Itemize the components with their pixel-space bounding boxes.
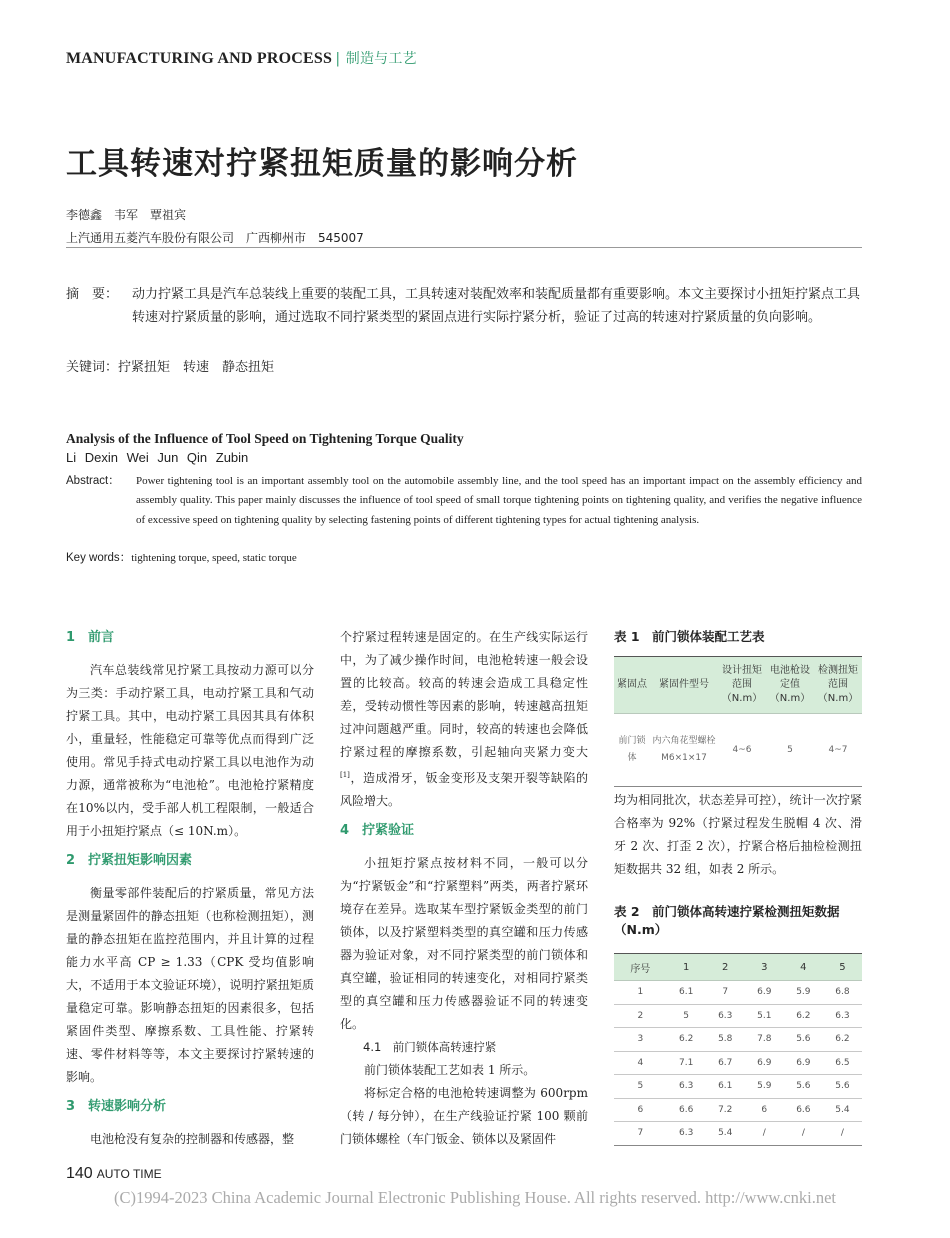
table2 [614,953,862,1146]
table-row [614,981,862,1005]
column-2 [340,626,588,1151]
en-abstract-label: Abstract： [66,475,120,487]
table-cell: 6.3 [667,1122,706,1146]
table-header-cell: 紧固件型号 [650,657,718,714]
table-cell: 5.6 [784,1028,823,1052]
table-cell: 4~7 [814,714,862,787]
paragraph: 小扭矩拧紧点按材料不同，一般可以分为“拧紧钣金”和“拧紧塑料”两类，两者拧紧环境存在差异。选取某车型拧紧钣金类型的前门锁体，以及拧紧塑料类型的真空罐和压力传感器为验证对象，对不同拧紧类型的前门锁体和真空罐，验证相同的转速变化，对相同拧紧类型的真空罐和压力传感器验证不同的转速变化。 [340,856,588,1031]
table-row [614,1004,862,1028]
table-row [614,1051,862,1075]
page-number: 140 [66,1165,93,1182]
section-heading: 2 拧紧扭矩影响因素 [66,853,193,868]
table-header-cell: 紧固点 [614,657,650,714]
authors: 李德鑫 韦军 覃祖宾 [66,208,187,222]
table-row [614,1122,862,1146]
cn-keywords [66,356,274,375]
table-cell: 4 [614,1051,667,1075]
table-cell: 6.9 [745,1051,784,1075]
table-cell: 7.2 [706,1098,745,1122]
table-cell: 6.6 [784,1098,823,1122]
page-footer [66,1165,162,1183]
en-keywords-text: tightening torque, speed, static torque [131,552,297,564]
table-header-cell: 1 [667,954,706,981]
table-cell: 5 [614,1075,667,1099]
table-cell: 5.9 [745,1075,784,1099]
section-heading: 4 拧紧验证 [340,823,415,838]
paper-title: 工具转速对拧紧扭矩质量的影响分析 [66,146,578,182]
cn-abstract-label: 摘 要： [66,287,119,302]
paragraph: 衡量零部件装配后的拧紧质量，常见方法是测量紧固件的静态扭矩（也称检测扭矩），测量的静态扭矩在监控范围内，并且计算的过程能力水平高 CP ≥ 1.33（CPK 受均值影响大，不适用于本文验证环境），说明拧紧扭矩质量稳定可靠。影响静态扭矩的因素很多，包括紧固件类型、摩擦系数、工具性能、拧紧转速、零件材料等等，本文主要探讨拧紧转速的影响。 [66,886,314,1084]
table-cell: 7.8 [745,1028,784,1052]
table-cell: 6.6 [667,1098,706,1122]
section-heading: 3 转速影响分析 [66,1099,167,1114]
subsection-heading: 4.1 前门锁体高转速拧紧 [363,1040,497,1054]
section-heading: 1 前言 [66,630,115,645]
divider [66,247,862,248]
table-cell: 6.2 [667,1028,706,1052]
en-abstract-text: Power tightening tool is an important assembly tool on the automobile assembly line, and the tool speed has an important impact on the assembly efficiency and assembly quality. This paper mainly discusses the influence of tool speed of small torque tightening points on tightening quality, and verifies the negative influence of excessive speed on tightening quality by selecting fastening points of different tightening types for actual tightening analysis. [136,475,862,526]
table2-caption: 表 2 前门锁体高转速拧紧检测扭矩数据（N.m） [614,904,840,937]
table-header-row [614,657,862,714]
table-row [614,714,862,787]
table-cell: / [784,1122,823,1146]
paragraph: 电池枪没有复杂的控制器和传感器，整 [90,1132,295,1146]
header-cn: 制造与工艺 [345,51,417,67]
table-header-cell: 2 [706,954,745,981]
table-cell: 6.9 [745,981,784,1005]
table-header-cell: 5 [823,954,862,981]
table-cell: 5.6 [823,1075,862,1099]
table-cell: 1 [614,981,667,1005]
header-en: MANUFACTURING AND PROCESS [66,50,333,67]
table-cell: / [823,1122,862,1146]
table-row [614,1075,862,1099]
en-authors: Li Dexin Wei Jun Qin Zubin [66,450,249,465]
table-cell: 5 [766,714,814,787]
paragraph: 均为相同批次，状态差异可控），统计一次拧紧合格率为 92%（拧紧过程发生脱帽 4 次、滑牙 2 次、打歪 2 次），拧紧合格后抽检检测扭矩数据共 32 组，如表 2 所示。 [614,793,862,876]
cn-keywords-text: 拧紧扭矩 转速 静态扭矩 [118,360,275,375]
table-cell: 6.7 [706,1051,745,1075]
en-keywords [66,549,297,565]
en-keywords-label: Key words： [66,552,132,564]
table-cell: 前门锁体 [614,714,650,787]
cn-keywords-label: 关键词： [66,360,119,375]
table-cell: 7 [614,1122,667,1146]
cn-abstract-text: 动力拧紧工具是汽车总装线上重要的装配工具，工具转速对装配效率和装配质量都有重要影响。本文主要探讨小扭矩拧紧点工具转速对拧紧质量的影响，通过选取不同拧紧类型的紧固点进行实际拧紧分析，验证了过高的转速对拧紧质量的负向影响。 [132,287,861,325]
table-header-cell: 设计扭矩范围（N.m） [718,657,766,714]
table-cell: 6.3 [706,1004,745,1028]
table-cell: 6.3 [823,1004,862,1028]
table1 [614,656,862,787]
paragraph [340,626,588,813]
table-cell: 6.1 [706,1075,745,1099]
table-cell: 5.4 [706,1122,745,1146]
table-cell: 2 [614,1004,667,1028]
table-header-cell: 电池枪设定值（N.m） [766,657,814,714]
journal-name: AUTO TIME [96,1167,162,1181]
running-header [66,48,417,68]
table-header-cell: 4 [784,954,823,981]
table-cell: 5.9 [784,981,823,1005]
paragraph-text: 个拧紧过程转速是固定的。在生产线实际运行中，为了减少操作时间，电池枪转速一般会设置的比较高。较高的转速会造成工具稳定性差，受转动惯性等因素的影响，转速越高扭矩过冲问题越严重。同时，较高的转速也会降低拧紧过程的摩擦系数，引起轴向夹紧力变大 [340,630,588,759]
table-cell: 6.8 [823,981,862,1005]
paragraph-text: ，造成滑牙，钣金变形及支架开裂等缺陷的风险增大。 [340,771,588,808]
table-cell: 内六角花型螺栓 M6×1×17 [650,714,718,787]
en-abstract [66,472,862,530]
copyright-line: (C)1994-2023 China Academic Journal Electronic Publishing House. All rights reserved. http://www.cnki.net [113,1188,837,1207]
table-header-cell: 序号 [614,954,667,981]
table-cell: 6 [614,1098,667,1122]
table-cell: 5.4 [823,1098,862,1122]
table-cell: 5 [667,1004,706,1028]
table-cell: 6.3 [667,1075,706,1099]
table-cell: 6.9 [784,1051,823,1075]
paragraph: 前门锁体装配工艺如表 1 所示。 [364,1063,536,1077]
table-cell: 7.1 [667,1051,706,1075]
paragraph: 汽车总装线常见拧紧工具按动力源可以分为三类：手动拧紧工具，电动拧紧工具和气动拧紧工具。其中，电动拧紧工具因其具有体积小，重量轻，性能稳定可靠等优点而得到广泛使用。常见手持式电动拧紧工具以电池作为动力源，通常被称为“电池枪”。电池枪拧紧精度在10%以内，受手部人机工程限制，一般适合用于小扭矩拧紧点（≤ 10N.m）。 [66,663,314,838]
table-cell: 6.2 [784,1004,823,1028]
table-cell: 5.1 [745,1004,784,1028]
table-cell: 6.2 [823,1028,862,1052]
column-1 [66,626,314,1151]
table-cell: 6.1 [667,981,706,1005]
table-cell: 5.8 [706,1028,745,1052]
paragraph: 将标定合格的电池枪转速调整为 600rpm（转 / 每分钟），在生产线验证拧紧 100 颗前门锁体螺栓（车门钣金、锁体以及紧固件 [340,1086,588,1146]
table-row [614,1028,862,1052]
table-header-row [614,954,862,981]
citation-ref: [1] [340,771,350,779]
table-cell: 7 [706,981,745,1005]
cn-abstract [66,283,862,329]
table-cell: 6 [745,1098,784,1122]
header-separator: | [336,50,340,67]
table-header-cell: 3 [745,954,784,981]
table-cell: 4~6 [718,714,766,787]
table-cell: / [745,1122,784,1146]
table-cell: 6.5 [823,1051,862,1075]
table-row [614,1098,862,1122]
table-cell: 5.6 [784,1075,823,1099]
table-cell: 3 [614,1028,667,1052]
en-title: Analysis of the Influence of Tool Speed on Tightening Torque Quality [66,431,464,446]
table1-caption: 表 1 前门锁体装配工艺表 [614,629,765,644]
table-header-cell: 检测扭矩范围（N.m） [814,657,862,714]
affiliation: 上汽通用五菱汽车股份有限公司 广西柳州市 545007 [66,231,364,245]
